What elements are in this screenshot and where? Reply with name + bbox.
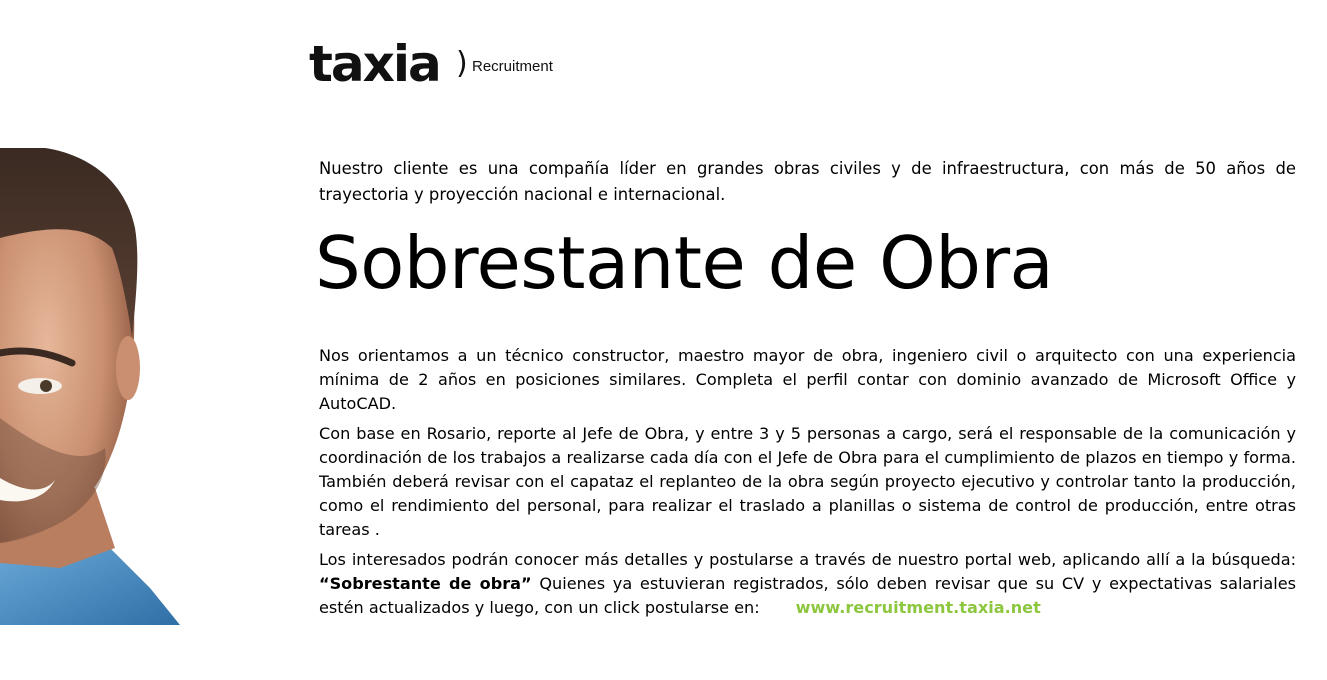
responsibilities-paragraph: Con base en Rosario, reporte al Jefe de Obra, y entre 3 y 5 personas a cargo, será el responsable de la comunicación y coordinación de los trabajos a realizarse cada día con el Jefe de Obra para el cumplimiento de plazos en tiempo y forma. También deberá revisar con el capataz el replanteo de la obra según proyecto ejecutivo y controlar tanto la producción, como el rendimiento del personal, para realizar el traslado a planillas o sistema de control de producción, entre otras tareas . [319, 424, 1296, 539]
application-text-1: Los interesados podrán conocer más detalles y postularse a través de nuestro portal web, aplicando allí a la búsqueda: [319, 550, 1296, 569]
company-intro: Nuestro cliente es una compañía líder en grandes obras civiles y de infraestructura, con más de 50 años de trayectoria y proyección nacional e internacional. [319, 159, 1296, 204]
logo-tagline: Recruitment [472, 58, 553, 75]
search-term: “Sobrestante de obra” [319, 574, 532, 593]
recruitment-portal-link[interactable]: www.recruitment.taxia.net [795, 598, 1041, 617]
application-text-2: Quienes ya estuvieran registrados, sólo deben revisar que su CV y expectativas salariales estén actualizados y luego, con un click postularse en: [319, 574, 1296, 617]
logo-wordmark: taxia [309, 35, 440, 93]
job-description [319, 344, 1296, 626]
profile-paragraph: Nos orientamos a un técnico constructor, maestro mayor de obra, ingeniero civil o arquitecto con una experiencia mínima de 2 años en posiciones similares. Completa el perfil contar con dominio avanzado de Microsoft Office y AutoCAD. [319, 346, 1296, 413]
candidate-photo [0, 148, 190, 625]
intro-section [315, 156, 1296, 308]
application-paragraph [319, 548, 1296, 620]
job-title: Sobrestante de Obra [315, 221, 1054, 305]
logo-paren: ) [456, 46, 468, 81]
